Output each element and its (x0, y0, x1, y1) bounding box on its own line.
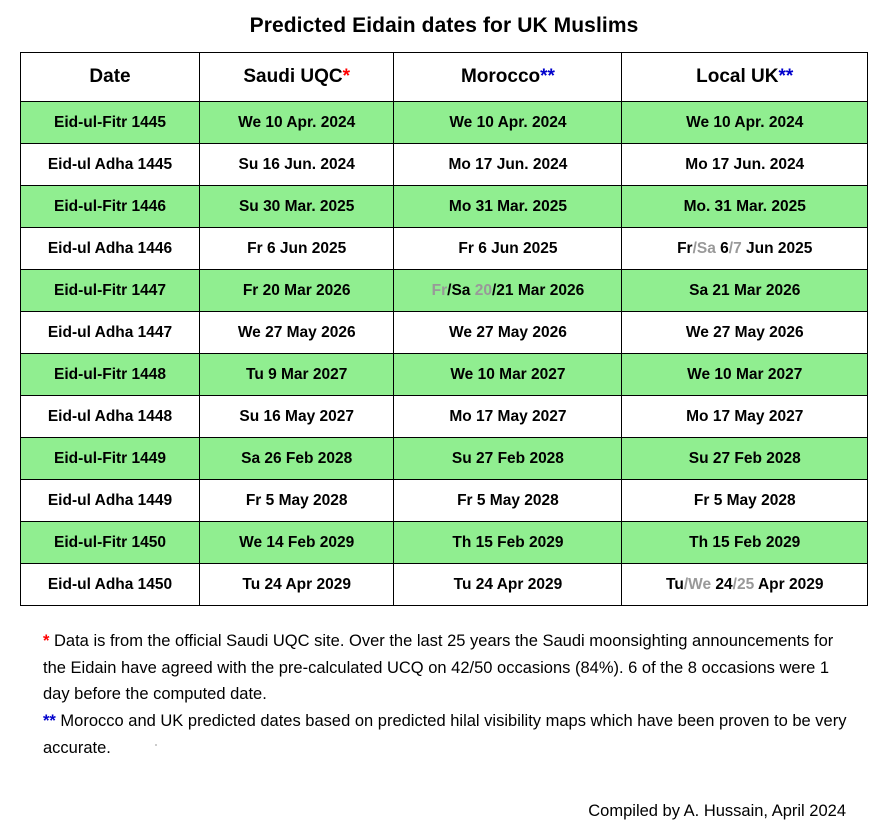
date-segment: /We (683, 575, 712, 593)
cell-morocco: We 10 Apr. 2024 (394, 102, 622, 144)
cell-morocco: Mo 31 Mar. 2025 (394, 186, 622, 228)
stray-mark (155, 744, 157, 746)
footnote-marker-blue: ** (778, 66, 794, 87)
table-header (21, 53, 868, 102)
date-segment: 6 (715, 239, 729, 257)
date-segment: /Sa (692, 239, 716, 257)
date-segment: /Sa (447, 281, 471, 299)
cell-saudi: We 14 Feb 2029 (200, 522, 394, 564)
cell-event: Eid-ul Adha 1450 (21, 564, 200, 606)
cell-uk: Th 15 Feb 2029 (622, 522, 868, 564)
cell-uk: Sa 21 Mar 2026 (622, 270, 868, 312)
table-row (21, 144, 868, 186)
eid-dates-table (20, 52, 868, 606)
cell-saudi: Tu 24 Apr 2029 (200, 564, 394, 606)
cell-event: Eid-ul Adha 1449 (21, 480, 200, 522)
cell-saudi: Su 16 May 2027 (200, 396, 394, 438)
cell-morocco: Fr 6 Jun 2025 (394, 228, 622, 270)
cell-event: Eid-ul-Fitr 1449 (21, 438, 200, 480)
cell-morocco: We 10 Mar 2027 (394, 354, 622, 396)
footnote-saudi-text: Data is from the official Saudi UQC site. Over the last 25 years the Saudi moonsighting announcements for the Eidain have agreed with the pre-calculated UCQ on 42/50 occasions (84%). 6 of the 8 occasions were 1 day before the computed date. (43, 632, 834, 704)
footnotes (29, 628, 859, 762)
cell-event: Eid-ul-Fitr 1448 (21, 354, 200, 396)
cell-event: Eid-ul Adha 1445 (21, 144, 200, 186)
table-row (21, 564, 868, 606)
cell-morocco: Fr 5 May 2028 (394, 480, 622, 522)
date-segment: 20 (470, 281, 492, 299)
cell-event: Eid-ul Adha 1448 (21, 396, 200, 438)
footnote-marker-blue: ** (540, 66, 555, 87)
table-row (21, 480, 868, 522)
credit-line: Compiled by A. Hussain, April 2024 (588, 801, 846, 820)
table-row (21, 522, 868, 564)
footnote-morocco-uk (43, 708, 859, 761)
cell-morocco: Mo 17 Jun. 2024 (394, 144, 622, 186)
footnote-marker-blue: ** (43, 712, 56, 731)
table-row (21, 102, 868, 144)
cell-event: Eid-ul-Fitr 1445 (21, 102, 200, 144)
cell-event: Eid-ul-Fitr 1446 (21, 186, 200, 228)
date-segment: Tu (666, 575, 684, 593)
cell-uk: Mo. 31 Mar. 2025 (622, 186, 868, 228)
page-title: Predicted Eidain dates for UK Muslims (249, 14, 639, 37)
cell-saudi: Fr 20 Mar 2026 (200, 270, 394, 312)
cell-saudi: We 27 May 2026 (200, 312, 394, 354)
cell-uk (622, 228, 868, 270)
table-row (21, 312, 868, 354)
date-segment: /7 (728, 239, 742, 257)
table-row (21, 228, 868, 270)
cell-saudi: Sa 26 Feb 2028 (200, 438, 394, 480)
cell-morocco: Su 27 Feb 2028 (394, 438, 622, 480)
cell-uk: We 10 Mar 2027 (622, 354, 868, 396)
date-segment: 24 (711, 575, 733, 593)
cell-event: Eid-ul-Fitr 1450 (21, 522, 200, 564)
cell-event: Eid-ul-Fitr 1447 (21, 270, 200, 312)
cell-uk: Su 27 Feb 2028 (622, 438, 868, 480)
cell-saudi: Tu 9 Mar 2027 (200, 354, 394, 396)
footnote-marker-red: * (342, 66, 351, 87)
cell-uk (622, 564, 868, 606)
table-body (21, 102, 868, 606)
cell-uk: We 10 Apr. 2024 (622, 102, 868, 144)
cell-morocco: Mo 17 May 2027 (394, 396, 622, 438)
table-row (21, 270, 868, 312)
date-segment: Mar 2026 (513, 281, 585, 299)
cell-saudi: Su 30 Mar. 2025 (200, 186, 394, 228)
cell-saudi: Fr 6 Jun 2025 (200, 228, 394, 270)
cell-morocco (394, 270, 622, 312)
date-segment: Apr 2029 (754, 575, 824, 593)
cell-uk: Mo 17 May 2027 (622, 396, 868, 438)
table-row (21, 438, 868, 480)
date-segment: Fr (431, 281, 448, 299)
date-segment: /21 (491, 281, 514, 299)
table-row (21, 396, 868, 438)
cell-event: Eid-ul Adha 1446 (21, 228, 200, 270)
date-segment: /25 (732, 575, 755, 593)
date-segment: Jun 2025 (741, 239, 813, 257)
footnote-marker-red: * (43, 632, 50, 650)
column-header-morocco: Morocco** (394, 53, 622, 102)
cell-uk: We 27 May 2026 (622, 312, 868, 354)
cell-uk: Mo 17 Jun. 2024 (622, 144, 868, 186)
cell-event: Eid-ul Adha 1447 (21, 312, 200, 354)
cell-morocco: We 27 May 2026 (394, 312, 622, 354)
column-header-uk: Local UK** (622, 53, 868, 102)
column-header-saudi: Saudi UQC* (200, 53, 394, 102)
cell-uk: Fr 5 May 2028 (622, 480, 868, 522)
footnote-morocco-uk-text: Morocco and UK predicted dates based on predicted hilal visibility maps which have been proven to be very accurate. (43, 712, 847, 757)
column-header-date: Date (21, 53, 200, 102)
cell-morocco: Th 15 Feb 2029 (394, 522, 622, 564)
table-row (21, 186, 868, 228)
cell-saudi: We 10 Apr. 2024 (200, 102, 394, 144)
cell-morocco: Tu 24 Apr 2029 (394, 564, 622, 606)
table-row (21, 354, 868, 396)
cell-saudi: Fr 5 May 2028 (200, 480, 394, 522)
date-segment: Fr (677, 239, 693, 257)
cell-saudi: Su 16 Jun. 2024 (200, 144, 394, 186)
table-header-row (21, 53, 868, 102)
footnote-saudi (43, 628, 859, 708)
